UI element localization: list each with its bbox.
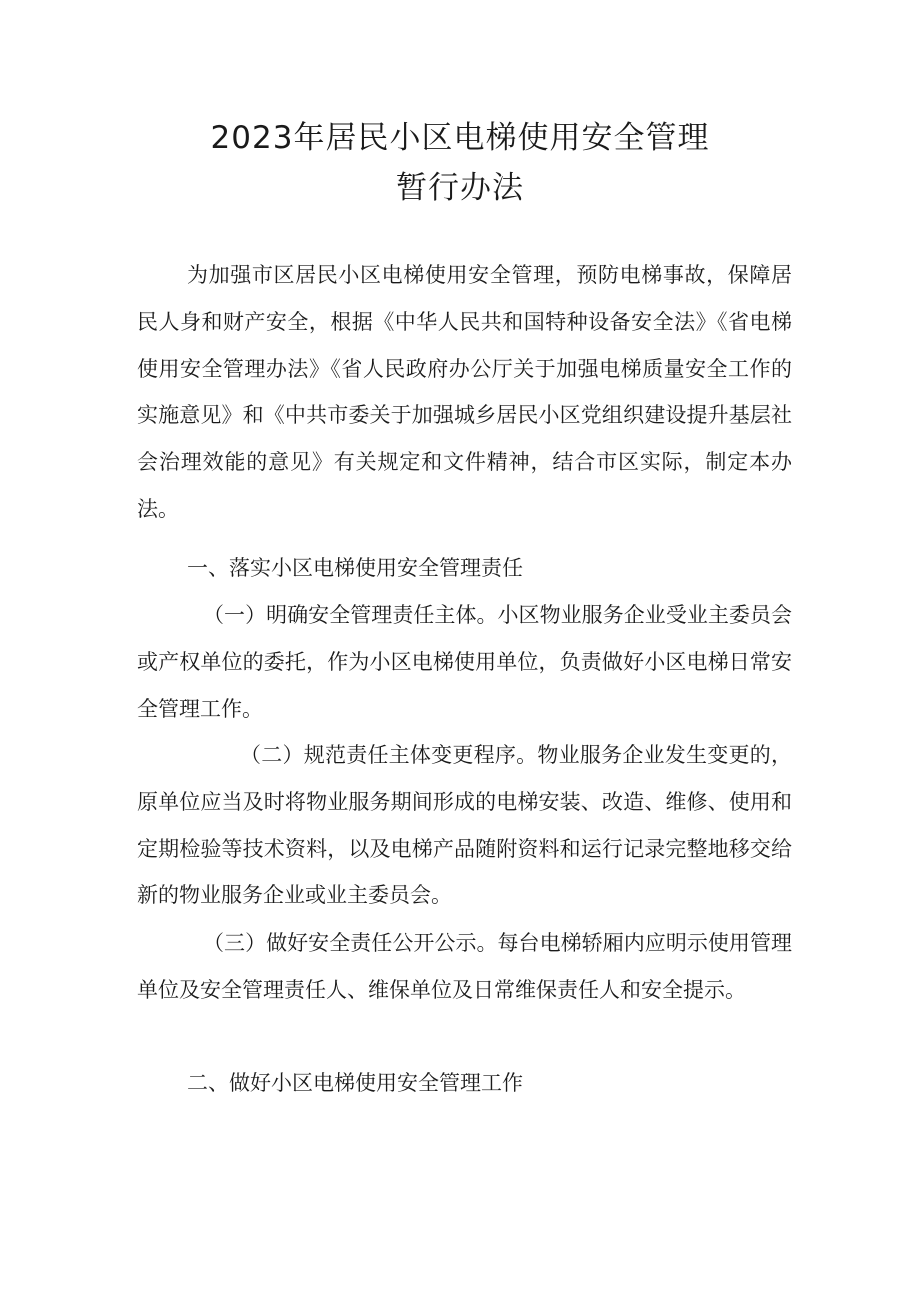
section-1-item-2: （二）规范责任主体变更程序。物业服务企业发生变更的，原单位应当及时将物业服务期间形成的电梯安装、改造、维修、使用和定期检验等技术资料，以及电梯产品随附资料和运行记录完整地移交给新的物业服务企业或业主委员会。 [137, 743, 792, 908]
section-1-heading: 一、落实小区电梯使用安全管理责任 [187, 556, 523, 580]
document-title-line-2: 暂行办法 [396, 170, 524, 206]
document-title-line-1: 2023年居民小区电梯使用安全管理 [210, 120, 710, 156]
section-1-item-1: （一）明确安全管理责任主体。小区物业服务企业受业主委员会或产权单位的委托，作为小区电梯使用单位，负责做好小区电梯日常安全管理工作。 [137, 603, 792, 721]
intro-paragraph: 为加强市区居民小区电梯使用安全管理，预防电梯事故，保障居民人身和财产安全，根据《中华人民共和国特种设备安全法》《省电梯使用安全管理办法》《省人民政府办公厅关于加强电梯质量安全工作的实施意见》和《中共市委关于加强城乡居民小区党组织建设提升基层社会治理效能的意见》有关规定和文件精神，结合市区实际，制定本办法。 [137, 263, 792, 521]
section-1-item-3: （三）做好安全责任公开公示。每台电梯轿厢内应明示使用管理单位及安全管理责任人、维保单位及日常维保责任人和安全提示。 [137, 931, 792, 1002]
section-2-heading: 二、做好小区电梯使用安全管理工作 [187, 1071, 523, 1095]
